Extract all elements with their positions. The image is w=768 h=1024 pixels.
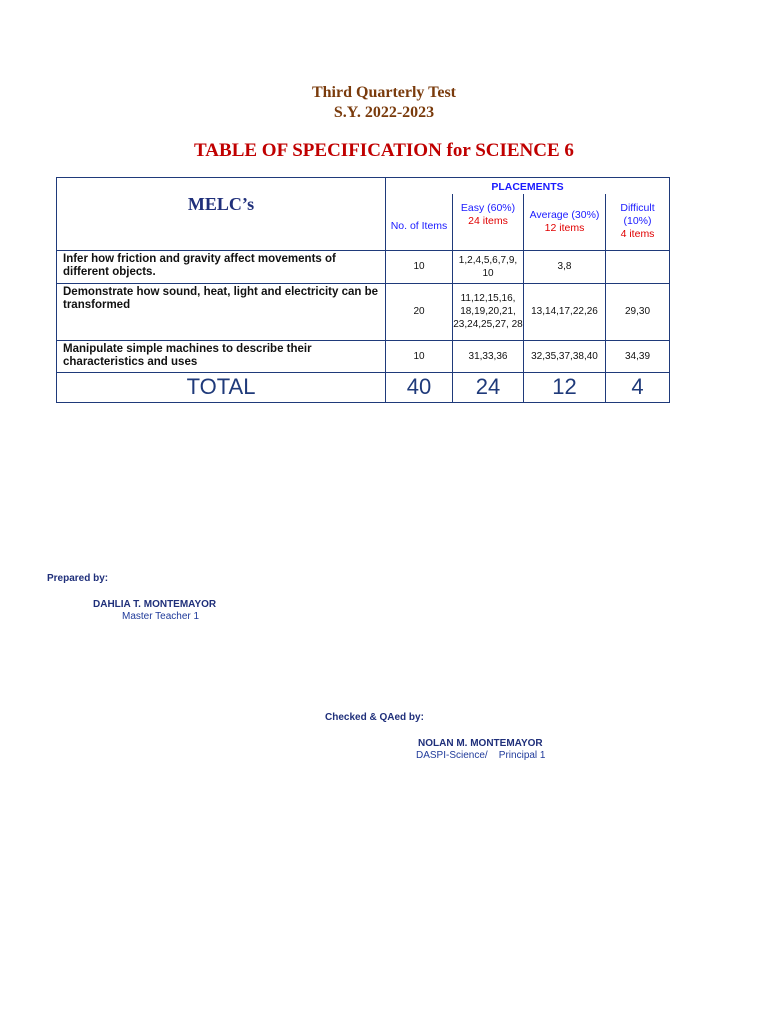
total-items: 40: [386, 372, 453, 402]
melc-header: MELC’s: [57, 178, 386, 251]
difficult-column-header: [606, 194, 670, 250]
difficult-cell: 29,30: [606, 283, 670, 340]
easy-cell: 11,12,15,16, 18,19,20,21, 23,24,25,27, 28: [453, 283, 524, 340]
difficult-header-label: Difficult (10%): [620, 202, 655, 228]
average-column-header: [524, 194, 606, 250]
easy-header-label: Easy (60%): [460, 201, 516, 214]
table-row: [57, 340, 670, 372]
checked-by-role: DASPI-Science/ Principal 1: [416, 750, 546, 761]
difficult-cell: [606, 250, 670, 283]
prepared-by-role: Master Teacher 1: [122, 611, 200, 622]
prepared-by-name: DAHLIA T. MONTEMAYOR: [93, 599, 217, 610]
placements-header: PLACEMENTS: [386, 178, 670, 195]
total-row: [57, 372, 670, 402]
table-row: [57, 283, 670, 340]
average-header-label: Average (30%): [529, 208, 600, 221]
table-row: [57, 250, 670, 283]
total-easy: 24: [453, 372, 524, 402]
items-cell: 20: [386, 283, 453, 340]
checked-by-label: Checked & QAed by:: [325, 712, 424, 723]
items-column-header: [386, 194, 453, 250]
competency-cell: Infer how friction and gravity affect movements of different objects.: [57, 250, 386, 283]
competency-cell: Manipulate simple machines to describe their characteristics and uses: [57, 340, 386, 372]
items-header-label: No. of Items: [390, 220, 448, 233]
average-count: 12 items: [544, 221, 585, 234]
test-title: Third Quarterly Test: [311, 84, 456, 101]
average-cell: 13,14,17,22,26: [524, 283, 606, 340]
prepared-by-label: Prepared by:: [47, 573, 109, 584]
specification-table: [56, 177, 670, 403]
easy-count: 24 items: [468, 214, 508, 227]
difficult-count: 4 items: [620, 228, 655, 241]
average-cell: 3,8: [524, 250, 606, 283]
items-cell: 10: [386, 340, 453, 372]
competency-cell: Demonstrate how sound, heat, light and electricity can be transformed: [57, 283, 386, 340]
difficult-cell: 34,39: [606, 340, 670, 372]
total-average: 12: [524, 372, 606, 402]
total-difficult: 4: [606, 372, 670, 402]
items-cell: 10: [386, 250, 453, 283]
easy-cell: 31,33,36: [453, 340, 524, 372]
total-label: TOTAL: [57, 372, 386, 402]
average-cell: 32,35,37,38,40: [524, 340, 606, 372]
easy-cell: 1,2,4,5,6,7,9, 10: [453, 250, 524, 283]
checked-by-name: NOLAN M. MONTEMAYOR: [418, 738, 543, 749]
document-title: TABLE OF SPECIFICATION for SCIENCE 6: [194, 140, 574, 161]
school-year: S.Y. 2022-2023: [333, 104, 435, 121]
easy-column-header: [453, 194, 524, 250]
